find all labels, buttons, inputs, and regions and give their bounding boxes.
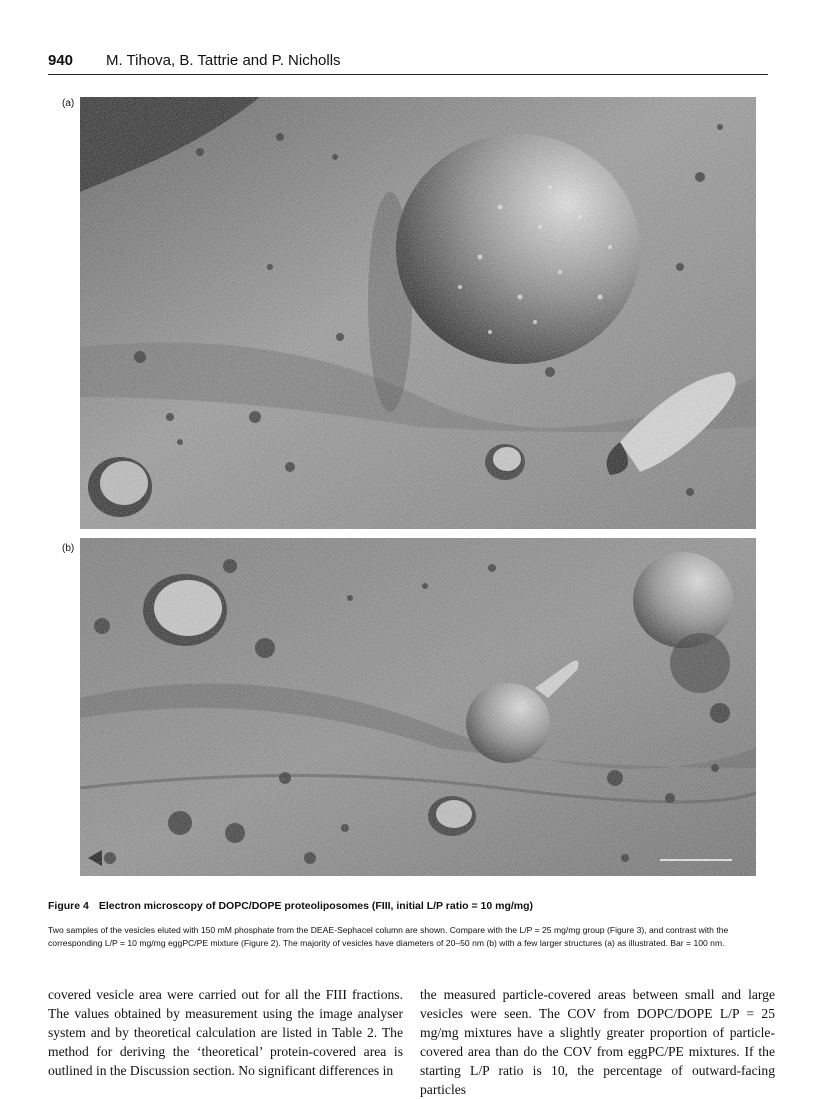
right-column-text: the measured particle-covered areas between small and large vesicles were seen. The COV from DOPC/DOPE L/P = 25 mg/mg mixtures have a slightly greater proportion of particle-covered area than do the COV from eggPC/PE mixtures. If the starting L/P ratio is 10, the percentage of outward-facing particles	[420, 987, 775, 1097]
running-header	[48, 52, 768, 76]
caption-title	[48, 900, 773, 912]
micrograph-b	[80, 538, 756, 876]
page-number: 940	[48, 52, 74, 69]
panel-a-label: (a)	[62, 98, 75, 109]
left-column-text: covered vesicle area were carried out for all the FIII fractions. The values obtained by measurement using the image analyser system and by theoretical calculation are listed in Table 2. The method for deriving the ‘theoretical’ protein-covered area is outlined in the Discussion section. No significant differences in	[48, 987, 403, 1078]
caption-text: Two samples of the vesicles eluted with 150 mM phosphate from the DEAE-Sephacel column are shown. Compare with the L/P = 25 mg/mg group (Figure 3), and contrast with the corresponding L/P = 10 mg/mg eggPC/PE mixture (Figure 2). The majority of vesicles have diameters of 20–50 nm (b) with a few larger structures (a) as illustrated. Bar = 100 nm.	[48, 925, 729, 948]
body-left-column	[48, 985, 403, 1080]
panel-b-label: (b)	[62, 543, 75, 554]
caption-title-text: Electron microscopy of DOPC/DOPE proteoliposomes (FIII, initial L/P ratio = 10 mg/mg)	[98, 900, 534, 912]
body-right-column	[420, 985, 775, 1099]
figure-number: Figure 4	[48, 900, 89, 912]
header-rule	[48, 74, 768, 75]
running-authors: M. Tihova, B. Tattrie and P. Nicholls	[106, 52, 341, 69]
figure-caption	[48, 900, 773, 950]
micrograph-a	[80, 97, 756, 529]
